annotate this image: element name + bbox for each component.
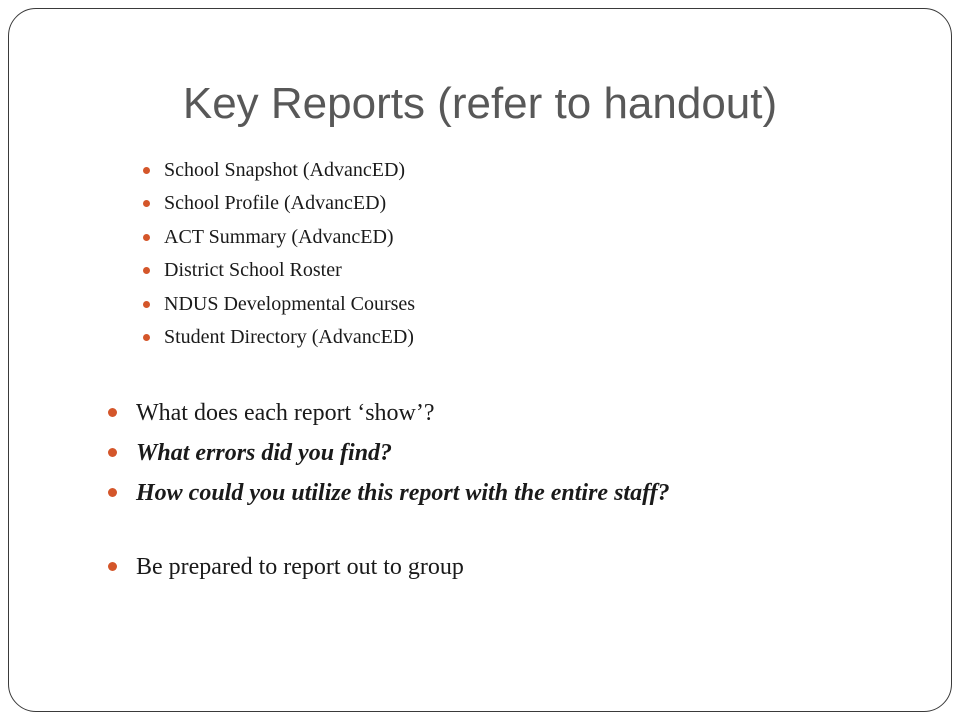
list-item-label: NDUS Developmental Courses: [164, 292, 416, 315]
list-item-label: Student Directory (AdvancED): [164, 325, 414, 348]
question-label: How could you utilize this report with the entire staff?: [136, 480, 670, 506]
list-item: [150, 187, 415, 220]
bullet-icon: [108, 488, 117, 497]
question-item: [134, 393, 670, 433]
bullet-icon: [143, 301, 150, 308]
bullet-icon: [143, 167, 150, 174]
report-list: [150, 154, 415, 354]
bullet-icon: [108, 562, 117, 571]
question-list: [134, 393, 670, 587]
list-item: [150, 221, 415, 254]
list-item: [150, 288, 415, 321]
question-item: [134, 433, 670, 473]
slide-title: Key Reports (refer to handout): [182, 79, 778, 128]
list-item: [150, 154, 415, 187]
question-item: [134, 473, 670, 513]
bullet-icon: [143, 234, 150, 241]
closing-label: Be prepared to report out to group: [136, 554, 464, 580]
closing-item: [134, 547, 670, 587]
question-label: What errors did you find?: [136, 440, 393, 466]
list-item-label: District School Roster: [164, 259, 342, 282]
bullet-icon: [143, 334, 150, 341]
list-item-label: School Snapshot (AdvancED): [164, 159, 406, 181]
list-item-label: ACT Summary (AdvancED): [164, 225, 394, 248]
bullet-icon: [108, 448, 117, 457]
list-item: [150, 321, 415, 354]
list-item: [150, 254, 415, 287]
bullet-icon: [108, 408, 117, 417]
question-label: What does each report ‘show’?: [136, 400, 435, 426]
list-item-label: School Profile (AdvancED): [164, 192, 387, 215]
